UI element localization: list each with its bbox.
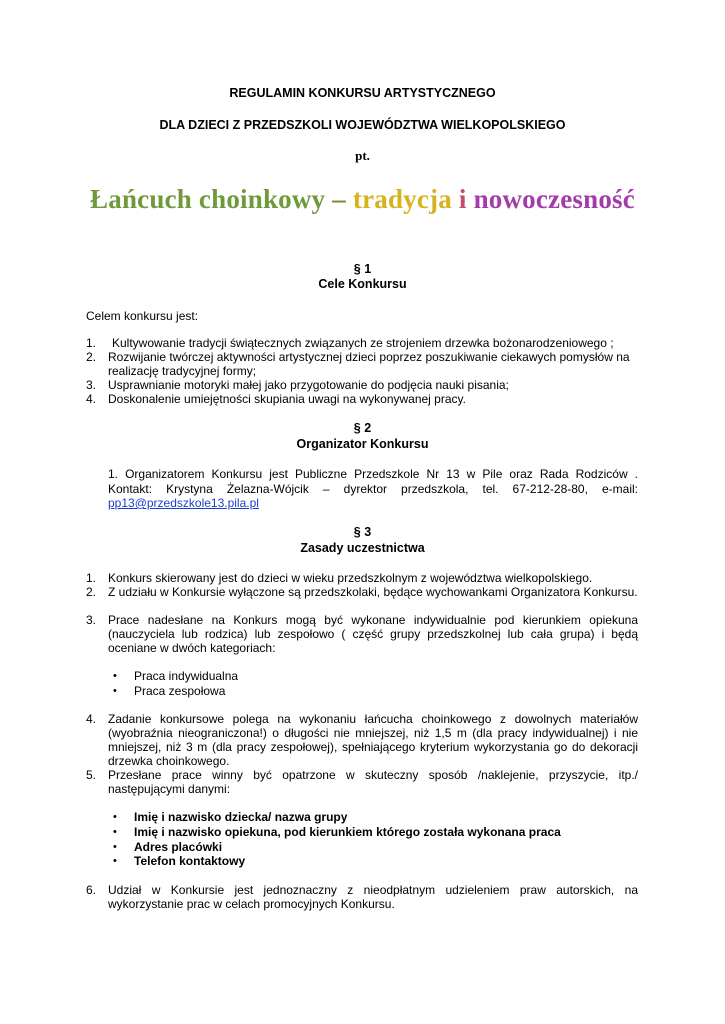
list-text: Prace nadesłane na Konkurs mogą być wykonane indywidualnie pod kierunkiem opiekuna: [108, 613, 638, 627]
list-text-cont: oceniane w dwóch kategoriach:: [108, 641, 276, 655]
data-field-text: Adres placówki: [134, 840, 223, 854]
list-text: Rozwijanie twórczej aktywności artystycznej dzieci poprzez poszukiwanie ciekawych pomysłów na: [108, 350, 630, 364]
data-field-text: Imię i nazwisko dziecka/ nazwa grupy: [134, 810, 348, 824]
list-number: 4.: [86, 712, 97, 726]
list-text-cont: realizację tradycyjnej formy;: [108, 364, 257, 378]
list-number: 1.: [86, 571, 97, 585]
title-part-chain: Łańcuch choinkowy: [90, 184, 326, 214]
list-text-cont: wykorzystanie prac w celach promocyjnych Konkursu.: [108, 897, 395, 911]
list-text: Przesłane prace winny być opatrzone w skuteczny sposób /naklejenie, przyszycie, itp./: [108, 768, 638, 782]
list-number: 4.: [86, 392, 97, 406]
bullet-icon: •: [113, 826, 117, 838]
section-1-number: § 1: [353, 262, 372, 276]
category-text: Praca zespołowa: [134, 684, 226, 698]
list-text: Kultywowanie tradycji świątecznych związanych ze strojeniem drzewka bożonarodzeniowego ;: [112, 336, 614, 350]
title-part-tradition: tradycja: [352, 184, 452, 214]
list-text-cont: mniejszej, niż 3 m (dla pracy zespołowej), spełniającego kryterium wykorzystania go do dekoracji: [108, 740, 638, 754]
list-number: 5.: [86, 768, 97, 782]
section-2-number: § 2: [353, 421, 372, 435]
list-text: Usprawnianie motoryki małej jako przygotowanie do podjęcia nauki pisania;: [108, 378, 509, 392]
list-text: Zadanie konkursowe polega na wykonaniu łańcucha choinkowego z dowolnych materiałów: [108, 712, 638, 726]
list-text: Z udziału w Konkursie wyłączone są przedszkolaki, będące wychowankami Organizatora Konkursu.: [108, 585, 638, 599]
header-pt: pt.: [355, 148, 370, 163]
header-line-2: DLA DZIECI Z PRZEDSZKOLI WOJEWÓDZTWA WIELKOPOLSKIEGO: [159, 118, 566, 132]
list-number: 2.: [86, 350, 97, 364]
bullet-icon: •: [113, 841, 117, 853]
list-text: Doskonalenie umiejętności skupiania uwagi na wykonywanej pracy.: [108, 392, 466, 406]
bullet-icon: •: [113, 670, 117, 682]
list-number: 1.: [86, 336, 97, 350]
list-number: 3.: [86, 378, 97, 392]
contest-title: [0, 184, 725, 215]
section-2-heading: Organizator Konkursu: [296, 437, 429, 451]
list-text: Udział w Konkursie jest jednoznaczny z nieodpłatnym udzieleniem praw autorskich, na: [108, 883, 638, 897]
email-line: [108, 496, 259, 510]
title-part-and: i: [451, 184, 474, 214]
section-3-number: § 3: [353, 525, 372, 539]
list-text-cont: (nauczyciela lub rodzica) lub zespołowo ( część grupy przedszkolnej lub cała grupa) i będą: [108, 627, 638, 641]
section-3-heading: Zasady uczestnictwa: [300, 541, 425, 555]
title-dash: –: [325, 184, 353, 214]
list-text-cont: drzewka choinkowego.: [108, 754, 230, 768]
organizer-line: 1. Organizatorem Konkursu jest Publiczne Przedszkole Nr 13 w Pile oraz Rada Rodziców .: [108, 467, 638, 481]
list-number: 6.: [86, 883, 97, 897]
section-1-intro: Celem konkursu jest:: [86, 309, 199, 323]
email-link[interactable]: pp13@przedszkole13.pila.pl: [108, 496, 259, 510]
bullet-icon: •: [113, 855, 117, 867]
data-field-text: Imię i nazwisko opiekuna, pod kierunkiem którego została wykonana praca: [134, 825, 561, 839]
bullet-icon: •: [113, 685, 117, 697]
list-text-cont: (wyobraźnia nieograniczona!) o długości nie mniejszej, niż 1,5 m (dla pracy indywidualnej) i nie: [108, 726, 638, 740]
data-field-text: Telefon kontaktowy: [134, 854, 246, 868]
header-line-1: REGULAMIN KONKURSU ARTYSTYCZNEGO: [229, 86, 496, 100]
category-text: Praca indywidualna: [134, 669, 239, 683]
list-number: 2.: [86, 585, 97, 599]
list-text: Konkurs skierowany jest do dzieci w wieku przedszkolnym z województwa wielkopolskiego.: [108, 571, 593, 585]
section-1-heading: Cele Konkursu: [318, 277, 407, 291]
contact-line: Kontakt: Krystyna Żelazna-Wójcik – dyrektor przedszkola, tel. 67-212-28-80, e-mail:: [108, 482, 638, 496]
title-part-modernity: nowoczesność: [473, 184, 635, 214]
list-number: 3.: [86, 613, 97, 627]
list-text-cont: następującymi danymi:: [108, 782, 231, 796]
bullet-icon: •: [113, 811, 117, 823]
